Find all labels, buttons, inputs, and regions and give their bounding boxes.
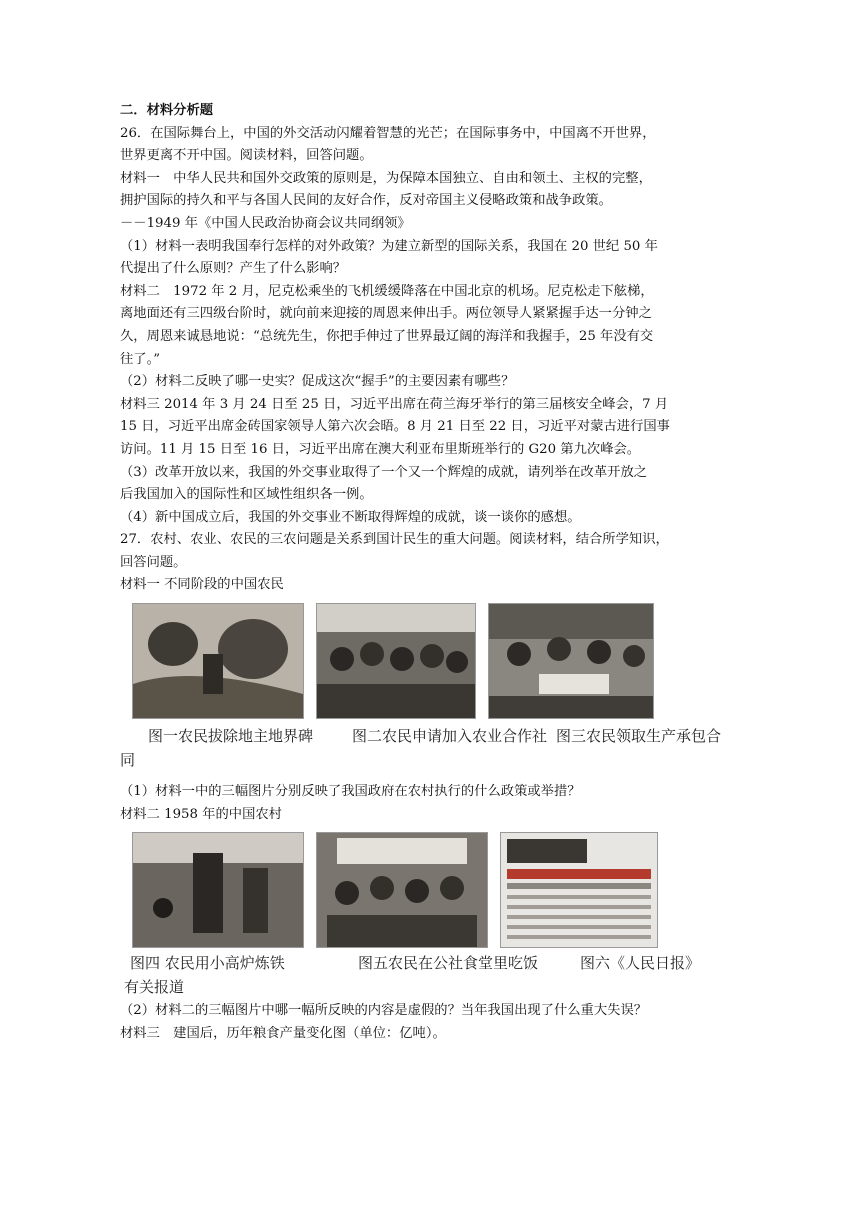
q26-question1-line2: 代提出了什么原则？产生了什么影响？ — [120, 261, 347, 277]
q26-question1-line1: （1）材料一表明我国奉行怎样的对外政策？为建立新型的国际关系，我国在 20 世纪 50 年 — [120, 238, 658, 254]
caption-figure3: 图三农民领取生产承包合 — [556, 727, 722, 746]
caption-figure5: 图五农民在公社食堂里吃饭 — [358, 954, 539, 973]
q27-question1: （1）材料一中的三幅图片分别反映了我国政府在农村执行的什么政策或举措？ — [120, 784, 581, 800]
q27-intro-line1: 27．农村、农业、农民的三农问题是关系到国计民生的重大问题。阅读材料，结合所学知识， — [120, 532, 669, 548]
q26-material2-line3: 久，周恩来诚恳地说：“总统先生，你把手伸过了世界最辽阔的海洋和我握手，25 年没有交 — [120, 328, 654, 344]
q27-material2-title: 材料二 1958 年的中国农村 — [120, 806, 282, 822]
q26-question3-line1: （3）改革开放以来，我国的外交事业取得了一个又一个辉煌的成就，请列举在改革开放之 — [120, 464, 648, 480]
caption-figure6-wrap: 有关报道 — [124, 978, 185, 997]
photo-commune-canteen — [316, 832, 488, 948]
q26-material2-line1: 材料二 1972 年 2 月，尼克松乘坐的飞机缓缓降落在中国北京的机场。尼克松走下舷梯， — [120, 283, 654, 299]
caption-row-2 — [120, 952, 732, 976]
q26-material3-line1: 材料三 2014 年 3 月 24 日至 25 日，习近平出席在荷兰海牙举行的第三届核安全峰会，7 月 — [120, 396, 669, 412]
caption-row-1 — [120, 725, 732, 749]
photo-row-1 — [120, 603, 732, 721]
photo-farmers-removing-boundary-stone — [132, 603, 304, 719]
document-page — [120, 100, 732, 1045]
caption-row-1-wrap — [120, 749, 732, 773]
q27-intro-line2: 回答问题。 — [120, 554, 187, 570]
q26-question4: （4）新中国成立后，我国的外交事业不断取得辉煌的成就，谈一谈你的感想。 — [120, 509, 581, 525]
q26-intro-line2: 世界更离不开中国。阅读材料，回答问题。 — [120, 148, 373, 164]
q26-material2-line4: 往了。” — [120, 351, 161, 367]
q26-material3-line2: 15 日，习近平出席金砖国家领导人第六次会晤。8 月 21 日至 22 日，习近平对蒙古进行国事 — [120, 419, 670, 435]
q26-question3-line2: 后我国加入的国际性和区域性组织各一例。 — [120, 487, 373, 503]
section-title: 二．材料分析题 — [120, 103, 214, 118]
caption-figure3-wrap: 同 — [120, 751, 136, 770]
q26-intro-line1: 26．在国际舞台上，中国的外交活动闪耀着智慧的光芒；在国际事务中，中国离不开世界， — [120, 125, 656, 141]
photo-small-blast-furnace — [132, 832, 304, 948]
caption-figure4: 图四 农民用小高炉炼铁 — [130, 954, 285, 973]
q26-material3-line3: 访问。11 月 15 日至 16 日，习近平出席在澳大利亚布里斯班举行的 G20 第九次峰会。 — [120, 441, 641, 457]
q26-material1-line2: 拥护国际的持久和平与各国人民间的友好合作，反对帝国主义侵略政策和战争政策。 — [120, 193, 612, 209]
caption-figure6: 图六《人民日报》 — [580, 954, 701, 973]
caption-row-2-wrap — [120, 976, 732, 1000]
q26-material1-line1: 材料一 中华人民共和国外交政策的原则是，为保障本国独立、自由和领土、主权的完整， — [120, 170, 652, 186]
q26-question2: （2）材料二反映了哪一史实？促成这次“握手”的主要因素有哪些？ — [120, 374, 515, 390]
q26-material1-source: －－1949 年《中国人民政治协商会议共同纲领》 — [120, 215, 411, 231]
photo-farmers-joining-cooperative — [316, 603, 476, 719]
q27-material3-title: 材料三 建国后，历年粮食产量变化图（单位：亿吨）。 — [120, 1025, 446, 1041]
q26-material2-line2: 离地面还有三四级台阶时，就向前来迎接的周恩来伸出手。两位领导人紧紧握手达一分钟之 — [120, 306, 652, 322]
q27-question2: （2）材料二的三幅图片中哪一幅所反映的内容是虚假的？当年我国出现了什么重大失误？ — [120, 1003, 648, 1019]
q27-material1-title: 材料一 不同阶段的中国农民 — [120, 577, 284, 593]
photo-peoples-daily-report — [500, 832, 658, 948]
photo-row-2 — [120, 832, 732, 952]
caption-figure1: 图一农民拔除地主地界碑 — [148, 727, 314, 746]
caption-figure2: 图二农民申请加入农业合作社 — [352, 727, 548, 746]
photo-farmers-contract-signing — [488, 603, 654, 719]
